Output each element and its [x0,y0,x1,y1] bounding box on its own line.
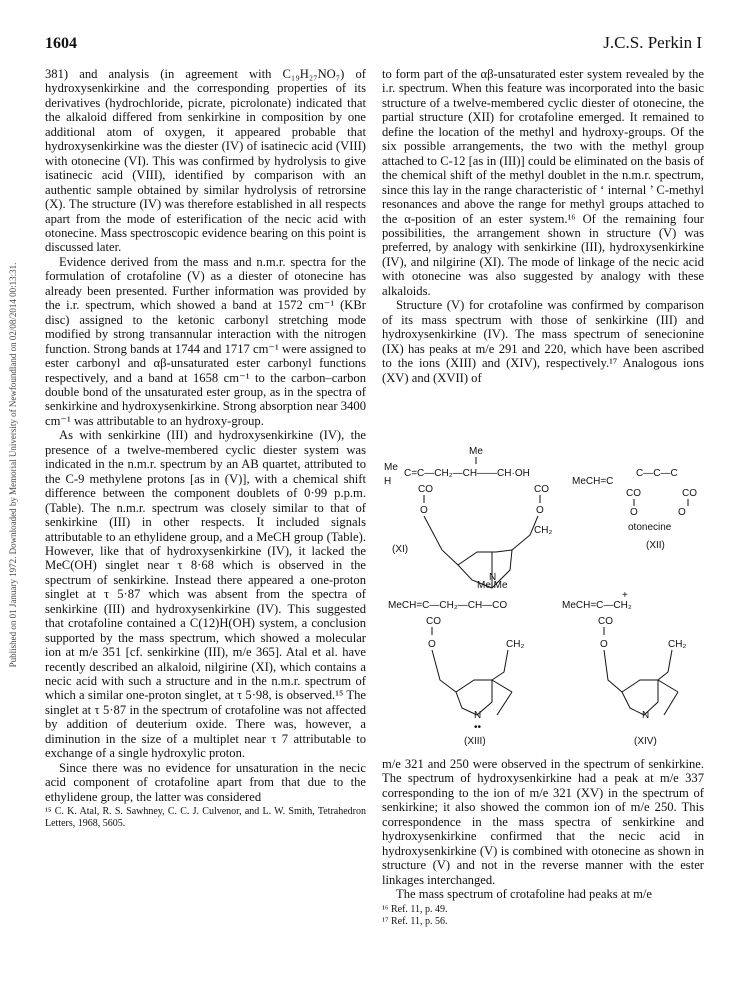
paragraph: 381) and analysis (in agreement with C₁₉H₂₇NO₇) of hydroxysenkirkine and the corresponding properties of its derivatives (hydrochloride, picrate, picrolonate) indicated that the alkaloid differed from senkirkine in composition by one additional atom of oxygen, it appeared probable that hydroxysenkirkine was the diester (IV) of isatinecic acid (VIII) with otonecine (VI). This was confirmed by hydrolysis to give isatinecic acid (VIII), identified by comparison with an authentic sample obtained by similar hydrolysis of retrorsine (X). The structure (IV) was therefore established in all respects apart from the mode of esterification of the necic acid with otonecine. Mass spectroscopic evidence bearing on this point is discussed later. [45,67,366,255]
xi-chain: C=C—CH₂—CH——CH·OH [404,468,530,479]
download-watermark-text: Published on 01 January 1972. Downloaded by Memorial University of Newfoundland on 02/08/2014 00:13:31. [8,262,18,668]
xiii-dots: •• [474,722,482,733]
paragraph: Evidence derived from the mass and n.m.r. spectra for the formulation of crotafoline (V) as a diester of otonecine has already been presented. Further information was provided by the i.r. spectrum, which showed a band at 1572 cm⁻¹ (KBr disc) assigned to the ketonic carbonyl stretching mode modified by strong transannular interaction with the nitrogen function. Strong bands at 1744 and 1717 cm⁻¹ were assigned to ester carbonyl and αβ-unsaturated ester carbonyl functions respectively, and a band at 1658 cm⁻¹ to the carbon–carbon double bond of the unsaturated ester group, as in the spectra of senkirkine and hydroxysenkirkine. Strong absorption near 3400 cm⁻¹ was attributable to an hydroxy-group. [45,254,366,428]
xii-o-2: O [678,507,686,518]
xi-o-1: O [420,505,428,516]
xiv-chain: MeCH=C—CH₂ [562,600,632,611]
paragraph: As with senkirkine (III) and hydroxysenkirkine (IV), the presence of a twelve-membered cyclic diester system was indicated in the n.m.r. spectrum by an AB quartet, attributed to the C-9 methylene protons [as in (V)], with a chemical shift difference between the component doublets of 0·99 p.p.m. (Table). The n.m.r. spectrum was closely similar to that of senkirkine (III) in other respects. It included signals attributable to an ethylidene group, and a MeCH group (Table). However, like that of hydroxysenkirkine (IV), it lacked the MeC(OH) singlet near τ 8·68 which is observed in the spectrum of senkirkine. Instead there appeared a one-proton singlet at τ 5·87 which was absent from the spectra of senkirkine (III) and hydroxysenkirkine (IV). This suggested that crotafoline contained a C(12)H(OH) system, a conclusion supported by the mass spectrum, which showed a molecular ion at m/e 351 [cf. senkirkine (III), m/e 365]. Atal et al. have recently described an alkaloid, nilgirine (XI), which contains a necic acid with such a structure and in the n.m.r. spectrum of which a similar one-proton singlet, at τ 5·98, is observed.¹⁵ The singlet at τ 5·87 in the spectrum of crotafoline was not affected by addition of deuterium oxide. There was, however, a diminution in the size of a multiplet near τ 7 attributable to exchange of a single hydroxylic proton. [45,428,366,761]
xi-top-me: Me [469,446,483,457]
xiv-plus: + [622,590,628,601]
footnote: ¹⁶ Ref. 11, p. 49. [382,903,448,915]
xiii-n: N [474,710,482,721]
paragraph: The mass spectrum of crotafoline had peaks at m/e [396,887,652,902]
xiv-label: (XIV) [634,736,657,747]
xi-co-2: CO [534,484,549,495]
xiii-co: CO [426,616,441,627]
xiv-o: O [600,639,608,650]
xi-label: (XI) [392,544,409,555]
chemical-structures [382,440,704,756]
otonecine-label: otonecine [628,522,672,533]
download-watermark [3,130,17,810]
journal-title: J.C.S. Perkin I [603,33,702,52]
xi-co-1: CO [418,484,433,495]
xi-me: Me [384,462,398,473]
left-column [45,67,366,830]
xiii-mes: Me Me [477,580,508,591]
xii-o-1: O [630,507,638,518]
footnote: ¹⁵ C. K. Atal, R. S. Sawhney, C. C. J. Culvenor, and L. W. Smith, Tetrahedron Letters, 1968, 5605. [45,806,366,830]
xiv-n: N [642,710,650,721]
structure-xi [384,446,552,588]
xii-chain: MeCH=C [572,476,614,487]
xii-ccc: C—C—C [636,468,678,479]
xi-o-2: O [536,505,544,516]
structure-xiii [388,580,524,747]
xiv-co: CO [598,616,613,627]
paragraph: Structure (V) for crotafoline was confirmed by comparison of its mass spectrum with those of senkirkine (III) and hydroxysenkirkine (IV). The mass spectrum of senecionine (IX) has peaks at m/e 291 and 220, which have been ascribed to the ions (XIII) and (XIV), respectively.¹⁷ Analogous ions (XV) and (XVII) of [382,298,704,385]
xi-n: N [489,572,497,583]
xii-co-2: CO [682,488,697,499]
footnote: ¹⁷ Ref. 11, p. 56. [382,915,448,927]
xii-label: (XII) [646,540,665,551]
paragraph: m/e 321 and 250 were observed in the spectrum of senkirkine. The spectrum of hydroxysenkirkine had a peak at m/e 337 corresponding to the ion of m/e 321 (XV) in the spectrum of senkirkine; it also showed the common ion of m/e 250. This correspondence in the mass spectra of senkirkine and hydroxysenkirkine confirmed that the necic acid in hydroxysenkirkine (V) is combined with otonecine as shown in structure (V) and not in the reverse manner with the ester linkages interchanged. [382,757,704,887]
structure-xii [572,468,697,551]
structure-xiv [562,590,686,747]
xiii-chain: MeCH=C—CH₂—CH—CO [388,600,508,611]
paragraph: Since there was no evidence for unsaturation in the necic acid component of crotafoline apart from that due to the ethylidene group, the latter was considered [45,760,366,804]
xiii-o: O [428,639,436,650]
xiii-ch2: CH₂ [506,639,525,650]
page-number: 1604 [45,35,77,52]
xi-ch2: CH₂ [534,525,553,536]
xii-co-1: CO [626,488,641,499]
xiv-ch2: CH₂ [668,639,687,650]
xiii-label: (XIII) [464,736,486,747]
xi-h: H [384,476,392,487]
paragraph: to form part of the αβ-unsaturated ester system revealed by the i.r. spectrum. When this feature was incorporated into the basic structure of a twelve-membered cyclic diester of otonecine, the partial structure (XII) for crotafoline emerged. It remained to define the location of the methyl and hydroxy-groups. Of the six possible arrangements, the two with the methyl group attached to C-12 [as in (III)] could be eliminated on the basis of the chemical shift of the methyl doublet in the n.m.r. spectrum, since this lay in the range characteristic of ‘ internal ’ C-methyl resonances and above the range for methyl groups attached to the α-position of an ester system.¹⁶ Of the remaining four possibilities, the arrangement shown in structure (V) was preferred, by analogy with senkirkine (III), hydroxysenkirkine (IV), and nilgirine (XI). The mode of linkage of the necic acid with otonecine was also suggested by analogy with these alkaloids. [382,67,704,298]
right-column-bottom [382,757,704,928]
right-column [382,67,704,385]
